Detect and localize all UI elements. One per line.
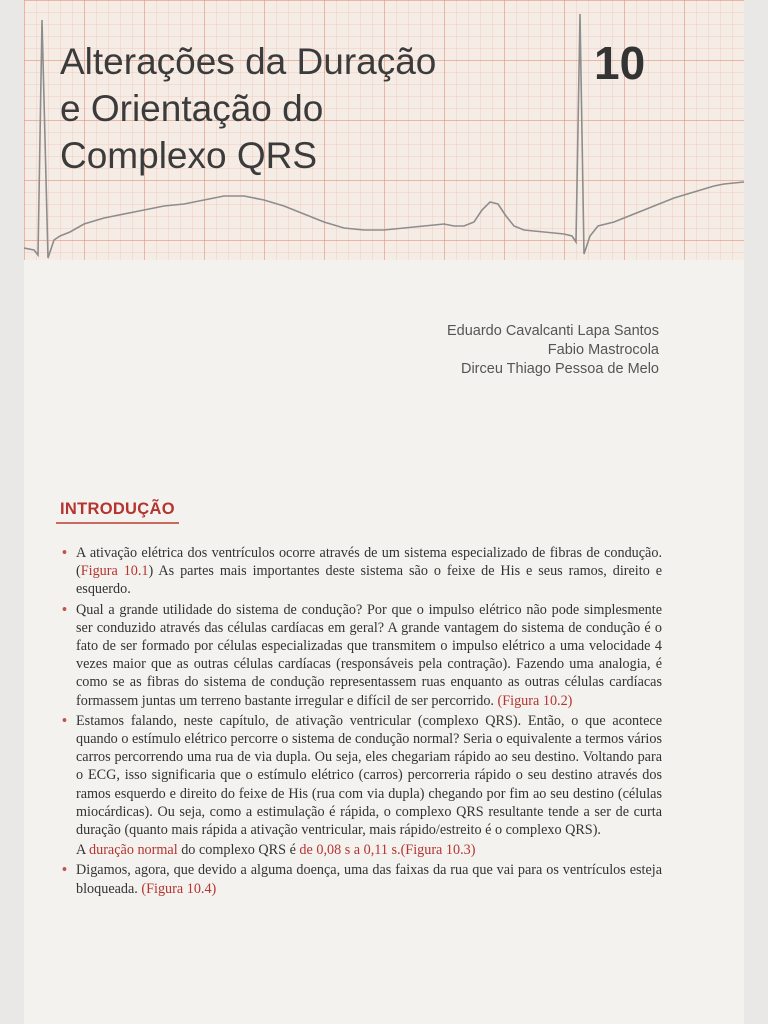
chapter-number: 10 [594, 37, 646, 89]
chapter-title-line-3: Complexo QRS [60, 135, 318, 176]
bullet-icon: • [62, 601, 67, 618]
paragraph-5: • Digamos, agora, que devido a alguma doença, uma das faixas da rua que vai para os ventrículos esteja bloqueada. (Figura 10.4) [62, 862, 662, 897]
section-heading: INTRODUÇÃO [56, 500, 179, 524]
body-text [62, 544, 662, 900]
author-1: Eduardo Cavalcanti Lapa Santos [446, 323, 659, 339]
highlight-normal-duration: duração normal [89, 842, 178, 859]
paragraph-4: A duração normal do complexo QRS é de 0,08 s a 0,11 s.(Figura 10.3) [76, 842, 476, 859]
figure-link-10-3[interactable]: (Figura 10.3) [400, 842, 476, 859]
paragraph-3: • Estamos falando, neste capítulo, de ativação ventricular (complexo QRS). Então, o que acontece quando o estímulo elétrico percorre o sistema de condução normal? Seria o equivalente a termos vários carros percorrendo uma rua de via dupla. Ou seja, eles chegariam rápido ao seu destino. Voltando para o ECG, isso significaria que o estímulo elétrico (carros) percorreria rápido o seu destino através dos ramos esquerdo e direito do feixe de His (rua com via dupla) chegando por fim ao seu destino (células miocárdicas). Ou seja, como a estimulação é rápida, o complexo QRS resultante tende a ser de curta duração (quanto mais rápida a ativação ventricular, mais rápido/estreito é o complexo QRS). [62, 712, 662, 839]
paragraph-1: • A ativação elétrica dos ventrículos ocorre através de um sistema especializado de fibras de condução. (Figura 10.1) As partes mais importantes deste sistema são o feixe de His e seus ramos, direito e esquerdo. [62, 545, 663, 598]
highlight-duration-range: de 0,08 s a 0,11 s. [299, 842, 401, 859]
chapter-header [24, 0, 744, 260]
author-list [447, 322, 659, 379]
bullet-icon: • [62, 712, 67, 729]
chapter-title-line-2: e Orientação do [60, 88, 324, 129]
figure-link-10-2[interactable]: (Figura 10.2) [497, 692, 573, 709]
bullet-icon: • [62, 545, 67, 561]
page [24, 0, 744, 1024]
author-3: Dirceu Thiago Pessoa de Melo [460, 361, 659, 377]
author-2: Fabio Mastrocola [547, 342, 659, 358]
bullet-icon: • [62, 862, 67, 879]
chapter-title-line-1: Alterações da Duração [60, 41, 437, 82]
figure-link-10-4[interactable]: (Figura 10.4) [141, 880, 217, 897]
chapter-title [60, 38, 436, 179]
paragraph-2: • Qual a grande utilidade do sistema de condução? Por que o impulso elétrico não pode simplesmente ser conduzido através das células cardíacas em geral? A grande vantagem do sistema de condução é o fato de ser formado por células especializadas que transmitem o impulso elétrico a uma velocidade 4 vezes maior que as outras células cardíacas (responsáveis pela contração). Fazendo uma analogia, é como se as fibras do sistema de condução representassem ruas enquanto as outras células cardíacas formassem juntas um terreno bastante irregular e difícil de ser percorrido. (Figura 10.2) [62, 601, 662, 709]
figure-link-10-1[interactable]: Figura 10.1 [80, 563, 149, 580]
